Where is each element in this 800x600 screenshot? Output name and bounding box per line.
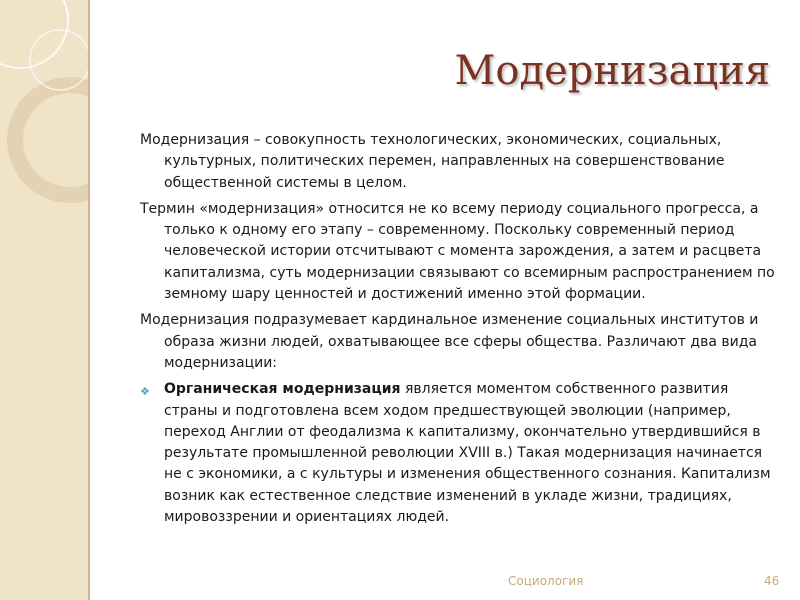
paragraph-term: Термин «модернизация» относится не ко всему периоду социального прогресса, а только к одному его этапу – современному. Поскольку современный период человеческой истории отсчитывают с момента зарождения, а затем и расцвета капитализма, суть модернизации связывают со всемирным распространением по земному шару ценностей и достижений именно этой формации. [140, 200, 775, 303]
bullet-text: является моментом собственного развития страны и подготовлена всем ходом предшествующей эволюции (например, переход Англии от феодализма к капитализму, окончательно утвердившийся в результате промышленной революции XVIII в.) Такая модернизация начинается не с экономики, а с культуры и изменения общественного сознания. Капитализм возник как естественное следствие изменений в укладе жизни, традициях, мировоззрении и ориентациях людей. [164, 381, 771, 526]
slide-body [140, 130, 780, 533]
bullet-marker-icon: ❖ [140, 385, 150, 399]
footer-subject: Социология [508, 574, 584, 588]
slide-title: Модернизация [454, 48, 770, 94]
paragraph-types: Модернизация подразумевает кардинальное изменение социальных институтов и образа жизни людей, охватывающее все сферы общества. Различают два вида модернизации: [140, 312, 759, 371]
bullet-organic-modernization [140, 379, 780, 528]
paragraph-definition: Модернизация – совокупность технологических, экономических, социальных, культурных, политических перемен, направленных на совершенствование общественной системы в целом. [140, 132, 725, 191]
decorative-circles [0, 0, 88, 600]
decorative-sidebar [0, 0, 90, 600]
bullet-term: Органическая модернизация [164, 381, 401, 398]
page-number: 46 [764, 574, 780, 588]
